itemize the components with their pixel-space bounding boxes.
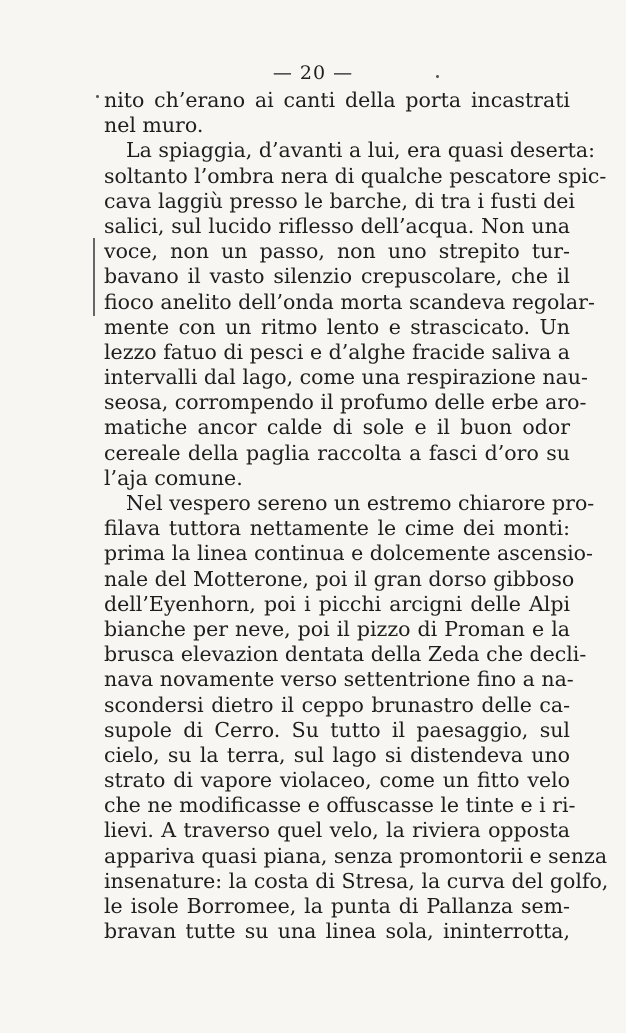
text-line: nito ch’erano ai canti della porta incastrati <box>104 88 570 112</box>
text-line: fioco anelito dell’onda morta scandeva regolar- <box>104 289 595 314</box>
text-line: appariva quasi piana, senza promontorii e senza <box>104 843 608 868</box>
text-line: matiche ancor calde di sole e il buon odor <box>104 415 570 440</box>
text-line: intervalli dal lago, come una respirazione nau- <box>104 365 588 390</box>
page-number: — 20 — <box>272 62 354 84</box>
text-line: strato di vapore violaceo, come un fitto velo <box>104 768 570 793</box>
text-line: prima la linea continua e dolcemente ascensio- <box>104 541 593 566</box>
text-line: salici, sul lucido riflesso dell’acqua. Non una <box>104 213 570 238</box>
text-line: Nel vespero sereno un estremo chiarore pro- <box>126 491 595 515</box>
text-line: cereale della paglia raccolta a fasci d’oro su <box>104 440 570 465</box>
text-line: voce, non un passo, non uno strepito tur- <box>104 239 570 264</box>
text-line: cielo, su la terra, sul lago si distendeva uno <box>104 742 570 767</box>
text-line: insenature: la costa di Stresa, la curva del golfo, <box>104 868 609 893</box>
text-line: dell’Eyenhorn, poi i picchi arcigni delle Alpi <box>104 591 570 616</box>
text-line: brusca elevazion dentata della Zeda che decli- <box>104 642 587 667</box>
text-line: l’aja comune. <box>104 465 243 490</box>
text-line: lievi. A traverso quel velo, la riviera opposta <box>104 818 570 843</box>
text-line: cava laggiù presso le barche, di tra i fusti dei <box>104 188 575 213</box>
text-line: supole di Cerro. Su tutto il paesaggio, sul <box>104 717 570 742</box>
text-line: La spiaggia, d’avanti a lui, era quasi deserta: <box>126 138 595 163</box>
text-line: nava novamente verso settentrione fino a na- <box>104 667 574 692</box>
margin-mark <box>93 238 95 316</box>
text-line: nale del Motterone, poi il gran dorso gibboso <box>104 566 575 591</box>
text-line: bravan tutte su una linea sola, ininterrotta, <box>104 919 570 944</box>
speck <box>96 95 99 98</box>
text-line: lezzo fatuo di pesci e d’alghe fracide saliva a <box>104 339 570 364</box>
speck <box>436 75 439 78</box>
text-line: bianche per neve, poi il pizzo di Proman e la <box>104 616 570 641</box>
text-line: nel muro. <box>104 113 204 138</box>
text-line: seosa, corrompendo il profumo delle erbe aro- <box>104 390 587 415</box>
text-line: scondersi dietro il ceppo brunastro delle ca- <box>104 692 570 717</box>
text-block <box>104 88 609 944</box>
text-line: che ne modificasse e offuscasse le tinte e i ri- <box>104 793 576 818</box>
text-line: filava tuttora nettamente le cime dei monti: <box>104 516 570 541</box>
text-line: soltanto l’ombra nera di qualche pescatore spic- <box>104 163 607 188</box>
text-line: mente con un ritmo lento e strascicato. Un <box>104 314 570 339</box>
text-line: le isole Borromee, la punta di Pallanza sem- <box>104 894 570 918</box>
text-line: bavano il vasto silenzio crepuscolare, che il <box>104 264 570 289</box>
